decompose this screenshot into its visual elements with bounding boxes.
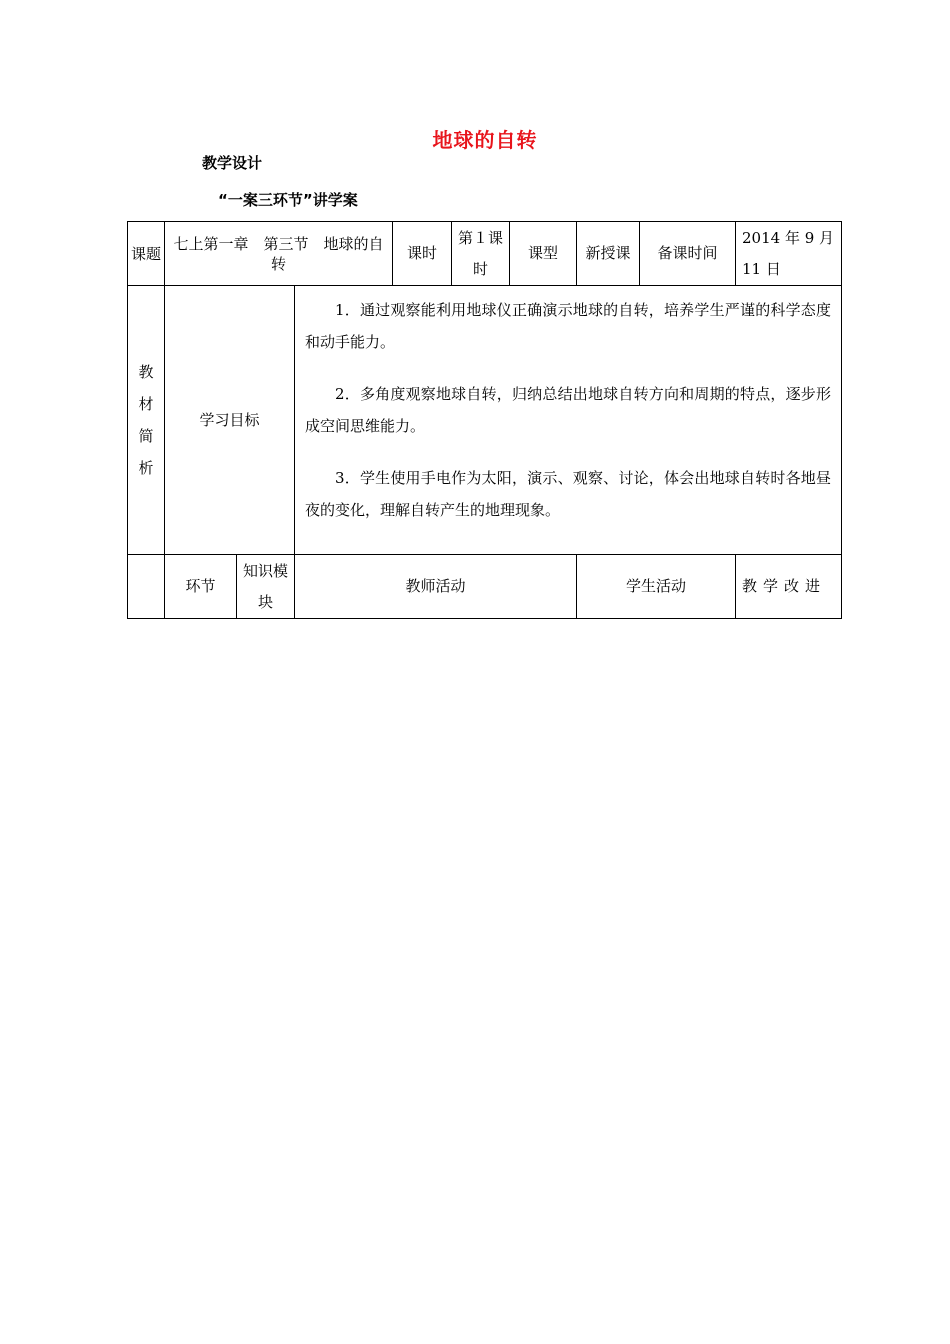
document-subtitle-lesson-plan: “一案三环节”讲学案 — [218, 191, 358, 209]
improvement-header-cell — [736, 555, 842, 619]
goal-label: 学习目标 — [199, 410, 260, 429]
topic-label: 课题 — [130, 244, 161, 263]
table-row-analysis — [128, 286, 842, 555]
hours-label: 课时 — [406, 244, 437, 262]
lesson-plan-table — [127, 221, 842, 619]
document-subtitle: 教学设计 — [202, 154, 263, 172]
table-row-info — [128, 222, 842, 286]
student-activity-header: 学生活动 — [625, 577, 686, 595]
type-value: 新授课 — [585, 244, 631, 262]
goal-label-cell — [165, 286, 295, 555]
module-header: 知识模块 — [243, 561, 289, 611]
goals-cell — [295, 286, 842, 555]
hours-label-cell — [393, 222, 452, 286]
stage-header-cell — [165, 555, 237, 619]
goal-item-3: 3．学生使用手电作为太阳，演示、观察、讨论，体会出地球自转时各地昼夜的变化，理解自转产生的地理现象。 — [305, 469, 831, 519]
table-row-header — [128, 555, 842, 619]
student-activity-header-cell — [577, 555, 736, 619]
teacher-activity-header: 教师活动 — [405, 577, 466, 595]
prep-time-value: 2014 年 9 月 11 日 — [742, 228, 835, 278]
teacher-activity-header-cell — [295, 555, 577, 619]
type-value-cell — [577, 222, 640, 286]
prep-time-label-cell — [640, 222, 736, 286]
prep-time-label: 备课时间 — [657, 244, 718, 262]
prep-time-value-cell — [736, 222, 842, 286]
hours-value: 第１课时 — [458, 228, 504, 278]
module-header-cell — [237, 555, 295, 619]
goal-item-1: 1．通过观察能利用地球仪正确演示地球的自转，培养学生严谨的科学态度和动手能力。 — [305, 301, 831, 351]
document-title: 地球的自转 — [432, 128, 538, 152]
type-label-cell — [510, 222, 577, 286]
section-label: 教材简析 — [138, 363, 154, 477]
topic-label-cell — [128, 222, 165, 286]
empty-cell — [128, 555, 165, 619]
topic-value: 七上第一章 第三节 地球的自转 — [173, 234, 384, 273]
section-label-cell — [128, 286, 165, 555]
type-label: 课型 — [527, 244, 558, 262]
hours-value-cell — [452, 222, 510, 286]
topic-value-cell — [165, 222, 393, 286]
goal-item-2: 2．多角度观察地球自转，归纳总结出地球自转方向和周期的特点，逐步形成空间思维能力。 — [305, 385, 831, 435]
stage-header: 环节 — [185, 577, 216, 595]
improvement-header: 教学改进 — [742, 577, 827, 595]
